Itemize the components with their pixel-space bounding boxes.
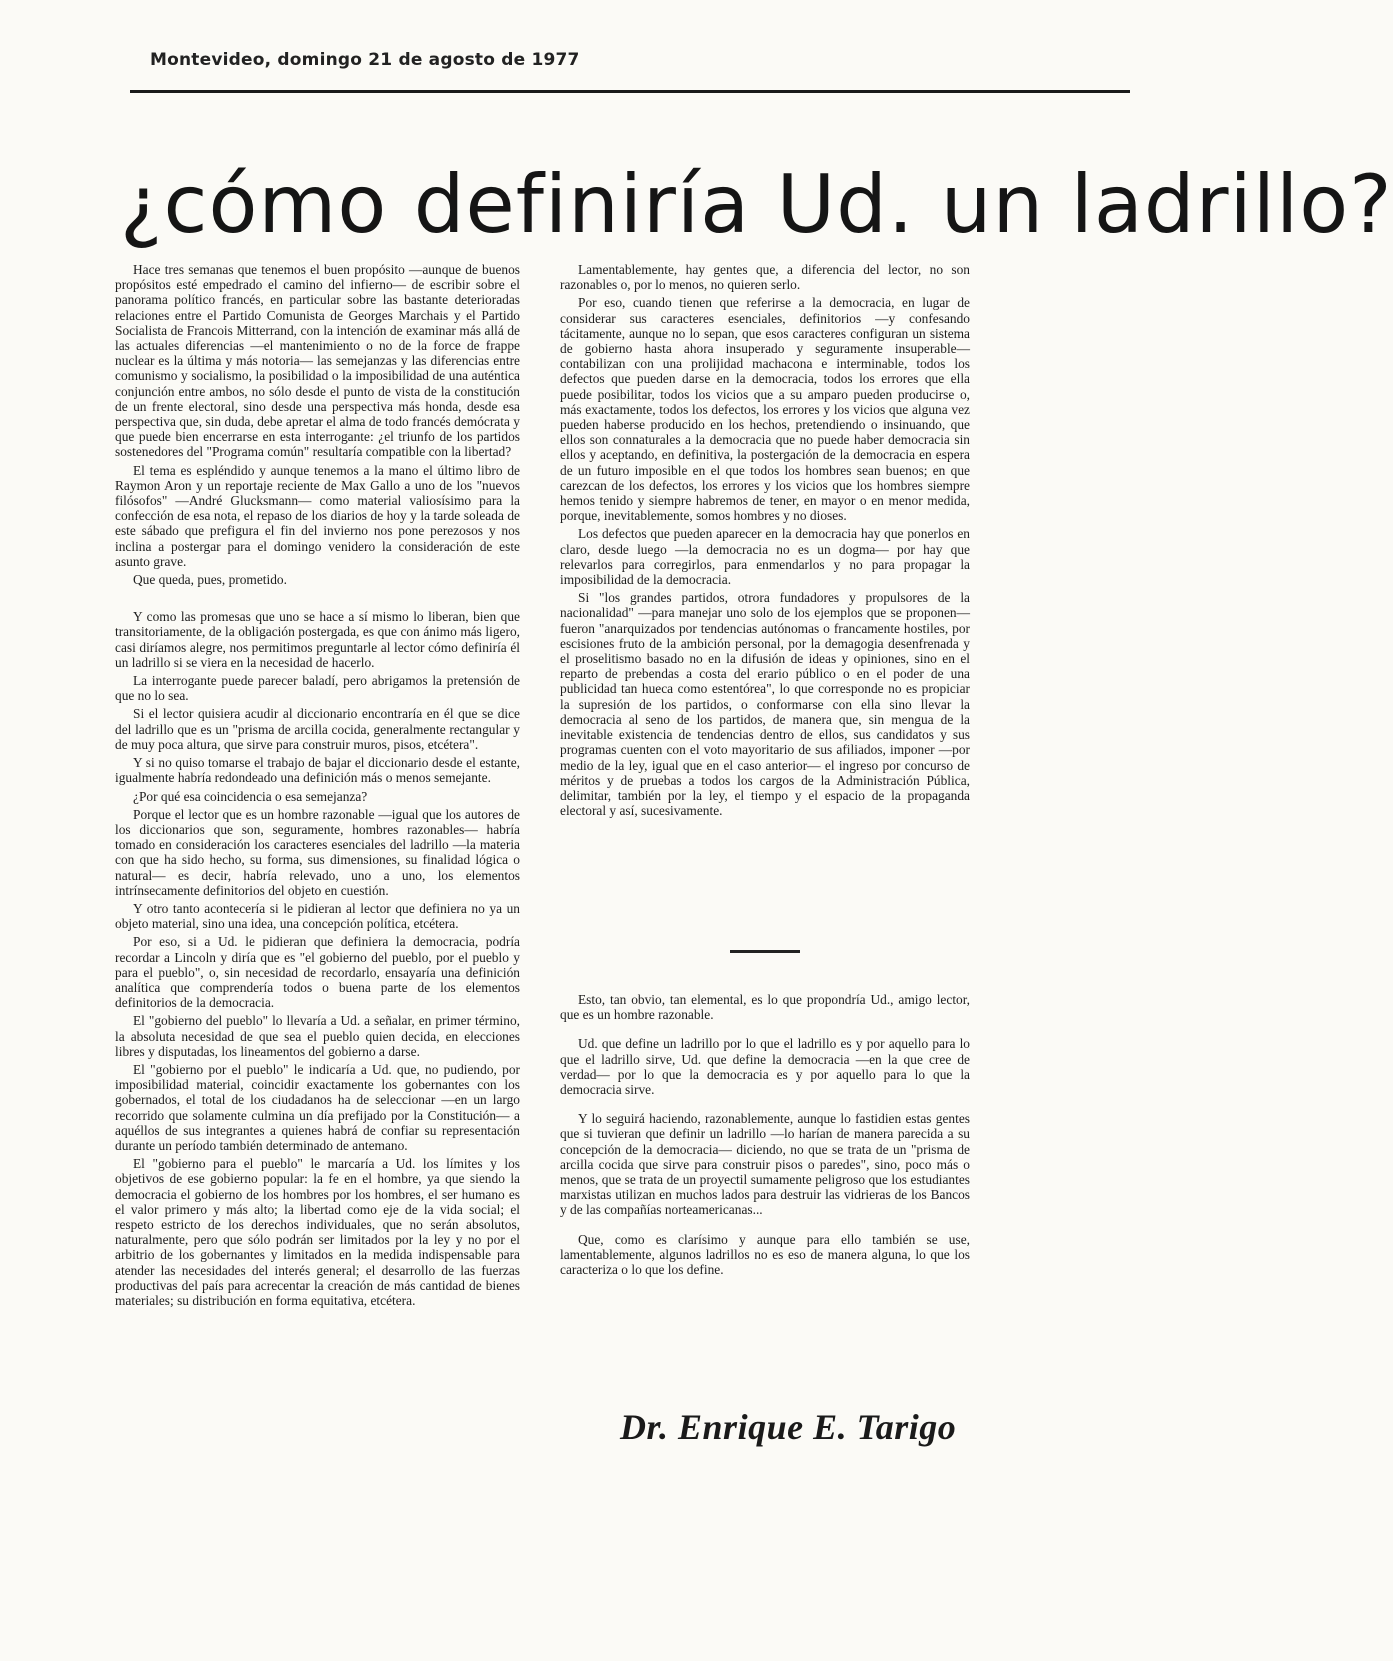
- paragraph: Si el lector quisiera acudir al diccionario encontraría en él que se dice del ladrillo que es un "prisma de arcilla cocida, generalmente rectangular y de muy poca altura, que sirve para construir muros, pisos, etcétera".: [115, 706, 520, 752]
- paragraph: Ud. que define un ladrillo por lo que el ladrillo es y por aquello para lo que el ladrillo sirve, Ud. que define la democracia —en la que cree de verdad— por lo que la democracia es y por aquello para lo que la democracia sirve.: [560, 1036, 970, 1098]
- paragraph: El "gobierno del pueblo" lo llevaría a Ud. a señalar, en primer término, la absoluta necesidad de que sea el pueblo quien decida, en elecciones libres y disputadas, los lineamentos del gobierno a darse.: [115, 1013, 520, 1059]
- paragraph: Lamentablemente, hay gentes que, a diferencia del lector, no son razonables o, por lo menos, no quieren serlo.: [560, 262, 970, 293]
- paragraph: Y si no quiso tomarse el trabajo de bajar el diccionario desde el estante, igualmente habría redondeado una definición más o menos semejante.: [115, 755, 520, 786]
- paragraph: Los defectos que pueden aparecer en la democracia hay que ponerlos en claro, desde luego —la democracia no es un dogma— por hay que relevarlos para corregirlos, para enmendarlos y no para propagar la imposibilidad de la democracia.: [560, 526, 970, 588]
- paragraph: El "gobierno por el pueblo" le indicaría a Ud. que, no pudiendo, por imposibilidad material, coincidir exactamente los gobernantes con los gobernados, el total de los ciudadanos ha de seleccionar —en un largo recorrido que solamente culmina un día prefijado por la Constitución— a aquéllos de sus integrantes a quienes habrá de confiar su representación durante un período también determinado de antemano.: [115, 1061, 520, 1153]
- section-divider: [730, 950, 800, 953]
- paragraph: Por eso, si a Ud. le pidieran que definiera la democracia, podría recordar a Lincoln y diría que es "el gobierno del pueblo, por el pueblo y para el pueblo", o, sin necesidad de recordarlo, ensayaría una definición analítica que comprendería todos o buena parte de los elementos definitorios de la democracia.: [115, 934, 520, 1011]
- dateline: Montevideo, domingo 21 de agosto de 1977: [150, 50, 580, 70]
- paragraph: Y otro tanto acontecería si le pidieran al lector que definiera no ya un objeto material, sino una idea, una concepción política, etcétera.: [115, 900, 520, 932]
- paragraph: Que queda, pues, prometido.: [133, 572, 287, 588]
- paragraph: Esto, tan obvio, tan elemental, es lo que propondría Ud., amigo lector, que es un hombre razonable.: [560, 992, 970, 1023]
- headline: ¿cómo definiría Ud. un ladrillo?: [120, 158, 1393, 251]
- paragraph: Porque el lector que es un hombre razonable —igual que los autores de los diccionarios que son, seguramente, hombres razonables— habría tomado en consideración los caracteres esenciales del ladrillo —la materia con que ha sido hecho, su forma, sus dimensiones, su finalidad lógica o natural— es decir, habría relevado, uno a uno, los elementos intrínsecamente definitorios del objeto en cuestión.: [115, 806, 520, 898]
- paragraph: Que, como es clarísimo y aunque para ello también se use, lamentablemente, algunos ladrillos no es eso de manera alguna, lo que los caracteriza o lo que los define.: [560, 1231, 970, 1278]
- paragraph: Si "los grandes partidos, otrora fundadores y propulsores de la nacionalidad" —para manejar uno solo de los ejemplos que se proponen— fueron "anarquizados por tendencias autónomas o francamente hostiles, por escisiones fruto de la ambición personal, por la demagogia desenfrenada y el proselitismo basado no en la difusión de ideas y opiniones, sino en el reparto de prebendas a costa del erario público o en el poder de una publicidad tan hueca como estentórea", lo que corresponde no es propiciar la supresión de los partidos, o conformarse con ella sino llevar la democracia al seno de los partidos, de manera que, sin mengua de la inevitable existencia de tendencias dentro de ellos, sus candidatos y sus programas cuenten con el voto mayoritario de sus afiliados, imponer —por medio de la ley, igual que en el caso anterior— el ingreso por concurso de méritos y de pruebas a todos los cargos de la Administración Pública, delimitar, también por la ley, el tiempo y el espacio de la propaganda electoral y así, sucesivamente.: [560, 590, 970, 819]
- paragraph: La interrogante puede parecer baladí, pero abrigamos la pretensión de que no lo sea.: [115, 673, 520, 704]
- paragraph: Y lo seguirá haciendo, razonablemente, aunque lo fastidien estas gentes que si tuvieran que definir un ladrillo —lo harían de manera parecida a su concepción de la democracia— diciendo, no que se trata de un "prisma de arcilla cocida que sirve para construir pisos o paredes", sino, poco más o menos, que se trata de un proyectil sumamente peligroso que los estudiantes marxistas utilizan en muchos lados para destruir las vidrieras de los Bancos y de las compañías norteamericanas...: [560, 1111, 970, 1218]
- right-column-top: [560, 262, 970, 821]
- right-column-bottom: [560, 992, 970, 1291]
- paragraph: Y como las promesas que uno se hace a sí mismo lo liberan, bien que transitoriamente, de la obligación postergada, es que con ánimo más ligero, casi diríamos alegre, nos permitimos preguntarle al lector cómo definiría él un ladrillo si se viera en la necesidad de hacerlo.: [115, 609, 520, 670]
- paragraph: ¿Por qué esa coincidencia o esa semejanza?: [133, 788, 368, 804]
- paragraph: El tema es espléndido y aunque tenemos a la mano el último libro de Raymon Aron y un reportaje reciente de Max Gallo a uno de los "nuevos filósofos" —André Glucksmann— como material valiosísimo para la confección de esa nota, el repaso de los diarios de hoy y la tarde soleada de este sábado que prefigura el fin del invierno nos pone perezosos y nos inclina a postergar para el domingo venidero la consideración de este asunto grave.: [115, 462, 520, 569]
- paragraph: El "gobierno para el pueblo" le marcaría a Ud. los límites y los objetivos de ese gobierno popular: la fe en el hombre, ya que siendo la democracia el gobierno de los hombres por los hombres, el ser humano es el valor primero y más alto; la libertad como eje de la vida social; el respeto estricto de los derechos individuales, que no serán absolutos, naturalmente, pero que sólo podrán ser limitados por la ley y no por el arbitrio de los gobernantes y limitados en la medida indispensable para atender las necesidades del interés general; el desarrollo de las fuerzas productivas del país para acrecentar la creación de más cantidad de bienes materiales; su distribución en forma equitativa, etcétera.: [115, 1156, 520, 1308]
- paragraph: Hace tres semanas que tenemos el buen propósito —aunque de buenos propósitos esté empedrado el camino del infierno— de escribir sobre el panorama político francés, en particular sobre las bastante deterioradas relaciones entre el Partido Comunista de Georges Marchais y el Partido Socialista de Francois Mitterrand, con la intención de examinar más allá de las actuales diferencias —el mantenimiento o no de la force de frappe nuclear es la última y más notoria— las semejanzas y las diferencias entre comunismo y socialismo, la posibilidad o la imposibilidad de una auténtica conjunción entre ambos, no sólo desde el punto de vista de la constitución de un frente electoral, sino desde una perspectiva más honda, desde esa perspectiva que, sin duda, debe apretar el alma de todo francés demócrata y que puede bien encerrarse en esta interrogante: ¿el triunfo de los partidos sostenedores del "Programa común" resultaría compatible con la libertad?: [115, 262, 520, 460]
- byline: Dr. Enrique E. Tarigo: [620, 1407, 957, 1447]
- paragraph: Por eso, cuando tienen que referirse a la democracia, en lugar de considerar sus caracteres esenciales, definitorios —y confesando tácitamente, aunque no lo sepan, que esos caracteres configuran un sistema de gobierno hasta ahora insuperado y seguramente insuperable— contabilizan con una prolijidad machacona e interminable, todos los defectos que pueden darse en la democracia, todos los errores que ella puede posibilitar, todos los vicios que a su amparo pueden producirse o, más exactamente, todos los defectos, los errores y los vicios que alguna vez pueden haberse producido en los hechos, pretendiendo o insinuando, que ellos son connaturales a la democracia que no puede haber democracia sin ellos y aceptando, en definitiva, la postergación de la democracia en espera de un futuro imposible en el que todos los hombres sean buenos; en que carezcan de los defectos, los errores y los vicios que los hombres siempre hemos tenido y siempre habremos de tener, en mayor o en menor medida, porque, inevitablemente, somos hombres y no dioses.: [560, 295, 970, 524]
- left-column: [115, 262, 520, 1311]
- header-rule: [130, 90, 1130, 93]
